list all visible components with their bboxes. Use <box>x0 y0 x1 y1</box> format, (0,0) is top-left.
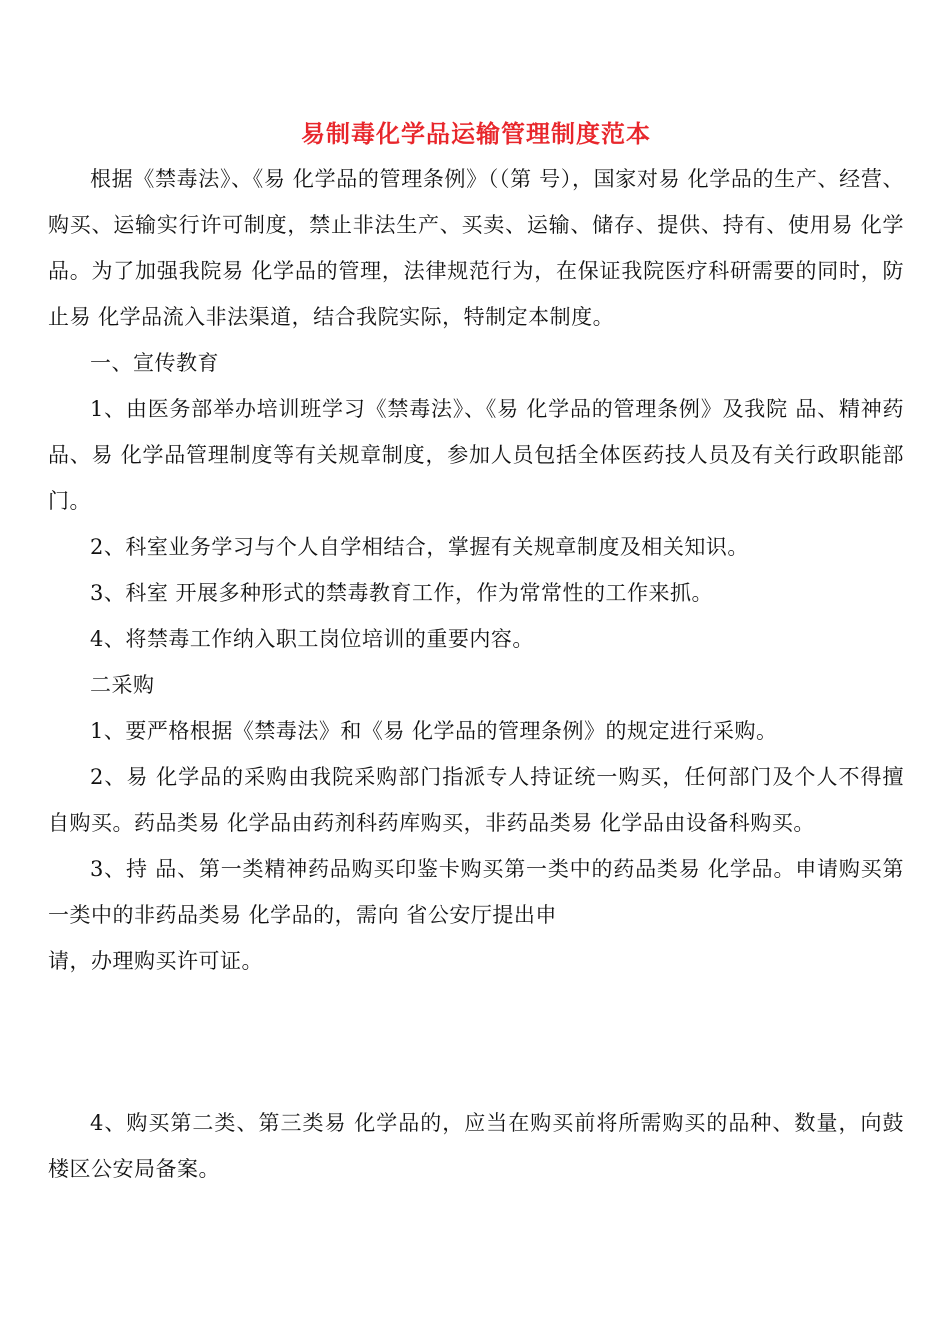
document-title: 易制毒化学品运输管理制度范本 <box>301 119 651 148</box>
intro-paragraph: 根据《禁毒法》、《易 化学品的管理条例》（（第 号），国家对易 化学品的生产、经营、购买、运输实行许可制度，禁止非法生产、买卖、运输、储存、提供、持有、使用易 化学品。为了加强我院易 化学品的管理，法律规范行为，在保证我院医疗科研需要的同时，防止易 化学品流入非法渠道，结合我院实际，特制定本制度。 <box>48 167 904 329</box>
document-page <box>48 112 904 1192</box>
purchase-item-1: 1、要严格根据《禁毒法》和《易 化学品的管理条例》的规定进行采购。 <box>90 719 778 743</box>
page-break-gap <box>48 984 904 1100</box>
education-item-4: 4、将禁毒工作纳入职工岗位培训的重要内容。 <box>90 627 534 651</box>
education-item-2: 2、科室业务学习与个人自学相结合，掌握有关规章制度及相关知识。 <box>90 535 749 559</box>
education-item-1: 1、由医务部举办培训班学习《禁毒法》、《易 化学品的管理条例》及我院 品、精神药品、易 化学品管理制度等有关规章制度，参加人员包括全体医药技人员及有关行政职能部门。 <box>48 397 904 513</box>
education-item-3: 3、科室 开展多种形式的禁毒教育工作，作为常常性的工作来抓。 <box>90 581 714 605</box>
purchase-item-4: 4、购买第二类、第三类易 化学品的，应当在购买前将所需购买的品种、数量，向鼓楼区公安局备案。 <box>48 1111 904 1181</box>
purchase-item-2: 2、易 化学品的采购由我院采购部门指派专人持证统一购买，任何部门及个人不得擅自购买。药品类易 化学品由药剂科药库购买，非药品类易 化学品由设备科购买。 <box>48 765 904 835</box>
section-heading-purchase: 二采购 <box>90 673 155 697</box>
section-heading-education: 一、宣传教育 <box>90 351 219 375</box>
purchase-item-3-continued: 请，办理购买许可证。 <box>48 949 263 973</box>
purchase-item-3: 3、持 品、第一类精神药品购买印鉴卡购买第一类中的药品类易 化学品。申请购买第一类中的非药品类易 化学品的，需向 省公安厅提出申 <box>48 857 904 927</box>
